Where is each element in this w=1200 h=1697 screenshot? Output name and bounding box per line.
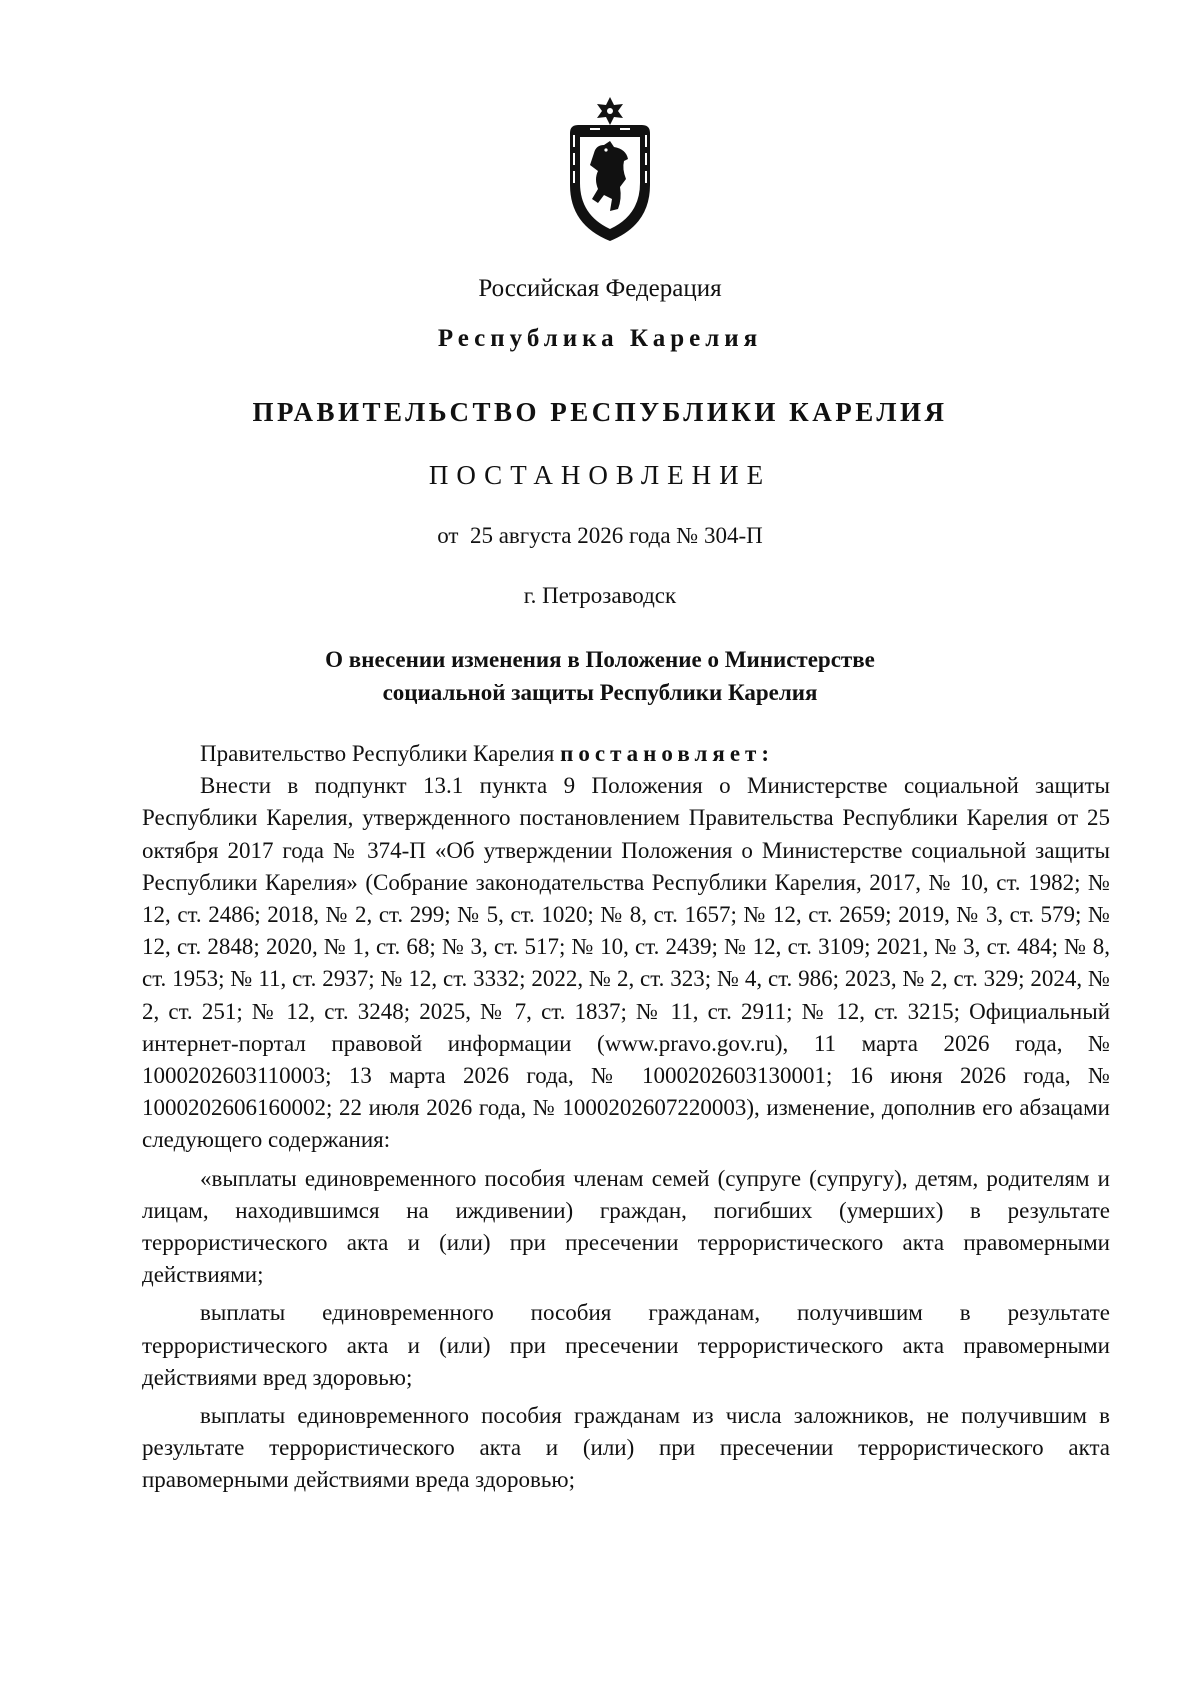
intro-verb: постановляет <box>560 741 762 766</box>
republic-name: Республика Карелия <box>437 325 763 352</box>
document-title <box>0 643 1200 709</box>
government-name: ПРАВИТЕЛЬСТВО РЕСПУБЛИКИ КАРЕЛИЯ <box>252 397 948 427</box>
intro-paragraph <box>142 738 1110 770</box>
document-title-line: О внесении изменения в Положение о Министерстве <box>325 647 875 672</box>
decree-date: от 25 августа 2026 года № 304-П <box>437 523 763 548</box>
country-name: Российская Федерация <box>478 275 722 302</box>
document-title-line: социальной защиты Республики Карелия <box>382 680 818 705</box>
coat-of-arms-emblem <box>560 95 660 245</box>
body-paragraph: «выплаты единовременного пособия членам семей (супруге (супругу), детям, родителям и лицам, находившимся на иждивении) граждан, погибших (умерших) в результате террористического акта и (или) при пресечении террористического акта правомерными действиями; <box>142 1165 1110 1288</box>
body-paragraph: выплаты единовременного пособия гражданам из числа заложников, не получившим в результате террористического акта и (или) при пресечении террористического акта правомерными действиями вреда здоровью; <box>142 1403 1110 1493</box>
intro-colon: : <box>761 741 770 766</box>
document-body <box>142 738 1110 1497</box>
city-name: г. Петрозаводск <box>523 583 677 608</box>
intro-text: Правительство Республики Карелия <box>200 741 561 766</box>
decree-type: ПОСТАНОВЛЕНИЕ <box>428 460 772 490</box>
body-paragraph: Внести в подпункт 13.1 пункта 9 Положения о Министерстве социальной защиты Республики Карелия, утвержденного постановлением Правительства Республики Карелия от 25 октября 2017 года № 374-П «Об утверждении Положения о Министерстве социальной защиты Республики Карелия» (Собрание законодательства Республики Карелия, 2017, № 10, ст. 1982; № 12, ст. 2486; 2018, № 2, ст. 299; № 5, ст. 1020; № 8, ст. 1657; № 12, ст. 2659; 2019, № 3, ст. 579; № 12, ст. 2848; 2020, № 1, ст. 68; № 3, ст. 517; № 10, ст. 2439; № 12, ст. 3109; 2021, № 3, ст. 484; № 8, ст. 1953; № 11, ст. 2937; № 12, ст. 3332; 2022, № 2, ст. 323; № 4, ст. 986; 2023, № 2, ст. 329; 2024, № 2, ст. 251; № 12, ст. 3248; 2025, № 7, ст. 1837; № 11, ст. 2911; № 12, ст. 3215; Официальный интернет-портал правовой информации (www.pravo.gov.ru), 11 марта 2026 года, № 1000202603110003; 13 марта 2026 года, № 1000202603130001; 16 июня 2026 года, № 1000202606160002; 22 июля 2026 года, № 1000202607220003), изменение, дополнив его абзацами следующего содержания: <box>142 773 1110 1153</box>
body-paragraph: выплаты единовременного пособия гражданам, получившим в результате террористического акта и (или) при пресечении террористического акта правомерными действиями вред здоровью; <box>142 1300 1110 1390</box>
